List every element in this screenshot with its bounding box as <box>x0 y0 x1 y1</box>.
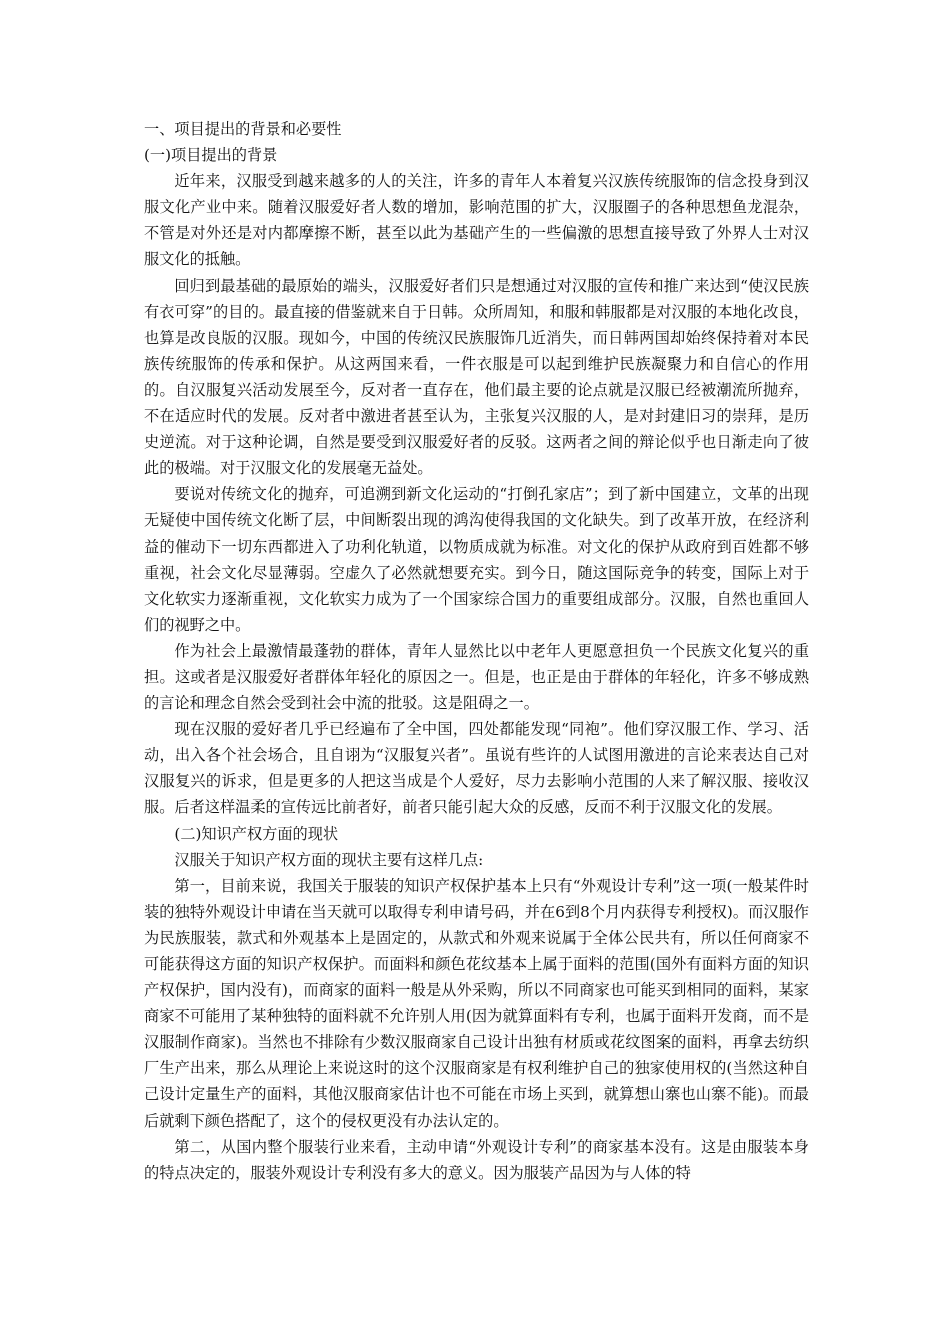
section-heading: 一、项目提出的背景和必要性 <box>144 120 342 138</box>
paragraph: 回归到最基础的最原始的端头，汉服爱好者们只是想通过对汉服的宣传和推广来达到“使汉民族有衣可穿”的目的。最直接的借鉴就来自于日韩。众所周知，和服和韩服都是对汉服的本地化改良，也算是改良版的汉服。现如今，中国的传统汉民族服饰几近消失，而日韩两国却始终保持着对本民族传统服饰的传承和保护。从这两国来看，一件衣服是可以起到维护民族凝聚力和自信心的作用的。自汉服复兴活动发展至今，反对者一直存在，他们最主要的论点就是汉服已经被潮流所抛弃，不在适应时代的发展。反对者中激进者甚至认为，主张复兴汉服的人，是对封建旧习的崇拜，是历史逆流。对于这种论调，自然是要受到汉服爱好者的反驳。这两者之间的辩论似乎也日渐走向了彼此的极端。对于汉服文化的发展毫无益处。 <box>144 276 809 478</box>
document-page <box>144 116 809 1186</box>
subsection-heading-background: (一)项目提出的背景 <box>144 146 278 165</box>
paragraph: 作为社会上最激情最蓬勃的群体，青年人显然比以中老年人更愿意担负一个民族文化复兴的重担。这或者是汉服爱好者群体年轻化的原因之一。但是，也正是由于群体的年轻化，许多不够成熟的言论和理念自然会受到社会中流的批驳。这是阻碍之一。 <box>144 641 809 713</box>
paragraph: 近年来，汉服受到越来越多的人的关注，许多的青年人本着复兴汉族传统服饰的信念投身到汉服文化产业中来。随着汉服爱好者人数的增加，影响范围的扩大，汉服圈子的各种思想鱼龙混杂，不管是对外还是对内都摩擦不断，甚至以此为基础产生的一些偏激的思想直接导致了外界人士对汉服文化的抵触。 <box>144 172 809 269</box>
paragraph: 现在汉服的爱好者几乎已经遍布了全中国，四处都能发现“同袍”。他们穿汉服工作、学习、活动，出入各个社会场合，且自诩为“汉服复兴者”。虽说有些许的人试图用激进的言论来表达自己对汉服复兴的诉求，但是更多的人把这当成是个人爱好，尽力去影响小范围的人来了解汉服、接收汉服。后者这样温柔的宣传远比前者好，前者只能引起大众的反感，反而不利于汉服文化的发展。 <box>144 720 809 817</box>
paragraph: 要说对传统文化的抛弃，可追溯到新文化运动的“打倒孔家店”；到了新中国建立，文革的出现无疑使中国传统文化断了层，中间断裂出现的鸿沟使得我国的文化缺失。到了改革开放，在经济利益的催动下一切东西都进入了功利化轨道，以物质成就为标准。对文化的保护从政府到百姓都不够重视，社会文化尽显薄弱。空虚久了必然就想要充实。到今日，随这国际竞争的转变，国际上对于文化软实力逐渐重视，文化软实力成为了一个国家综合国力的重要组成部分。汉服，自然也重回人们的视野之中。 <box>144 485 809 634</box>
paragraph: 第一，目前来说，我国关于服装的知识产权保护基本上只有“外观设计专利”这一项(一般某件时装的独特外观设计申请在当天就可以取得专利申请号码，并在6到8个月内获得专利授权)。而汉服作为民族服装，款式和外观基本上是固定的，从款式和外观来说属于全体公民共有，所以任何商家不可能获得这方面的知识产权保护。而面料和颜色花纹基本上属于面料的范围(国外有面料方面的知识产权保护，国内没有)，而商家的面料一般是从外采购，所以不同商家也可能买到相同的面料，某家商家不可能用了某种独特的面料就不允许别人用(因为就算面料有专利，也属于面料开发商，而不是汉服制作商家)。当然也不排除有少数汉服商家自己设计出独有材质或花纹图案的面料，再拿去纺织厂生产出来，那么从理论上来说这时的这个汉服商家是有权利维护自己的独家使用权的(当然这种自己设计定量生产的面料，其他汉服商家估计也不可能在市场上买到，就算想山寨也山寨不能)。而最后就剩下颜色搭配了，这个的侵权更没有办法认定的。 <box>144 876 809 1130</box>
paragraph-intro: 汉服关于知识产权方面的现状主要有这样几点: <box>174 850 484 869</box>
paragraph: 第二，从国内整个服装行业来看，主动申请“外观设计专利”的商家基本没有。这是由服装本身的特点决定的，服装外观设计专利没有多大的意义。因为服装产品因为与人体的特 <box>144 1137 809 1182</box>
subsection-heading-ip: (二)知识产权方面的现状 <box>174 824 339 843</box>
